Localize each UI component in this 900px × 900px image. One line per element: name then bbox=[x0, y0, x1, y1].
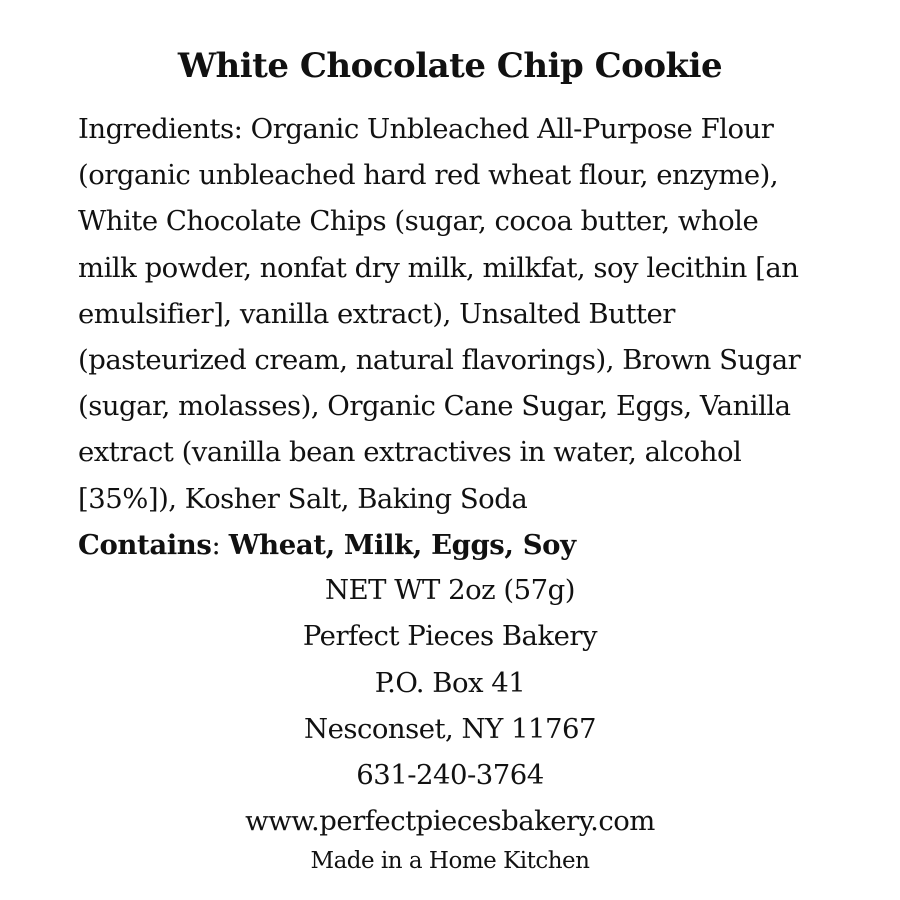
ingredients-line: White Chocolate Chips (sugar, cocoa butter, whole bbox=[78, 205, 759, 238]
ingredients-line: [35%]), Kosher Salt, Baking Soda bbox=[78, 482, 528, 515]
contains-separator: : bbox=[211, 529, 229, 561]
ingredients-line: (sugar, molasses), Organic Cane Sugar, Eggs, Vanilla bbox=[78, 390, 791, 423]
city-state-zip: Nesconset, NY 11767 bbox=[304, 713, 596, 745]
ingredients-list bbox=[78, 106, 818, 522]
product-title: White Chocolate Chip Cookie bbox=[177, 46, 723, 86]
ingredients-line: milk powder, nonfat dry milk, milkfat, soy lecithin [an bbox=[78, 251, 799, 284]
ingredients-line: extract (vanilla bean extractives in water, alcohol bbox=[78, 436, 742, 469]
allergen-list: Wheat, Milk, Eggs, Soy bbox=[228, 529, 576, 561]
allergen-statement bbox=[78, 522, 576, 568]
ingredients-line: (pasteurized cream, natural flavorings), Brown Sugar bbox=[78, 344, 801, 377]
po-box: P.O. Box 41 bbox=[374, 667, 526, 699]
ingredients-line: (organic unbleached hard red wheat flour, enzyme), bbox=[78, 159, 779, 192]
phone-number: 631-240-3764 bbox=[356, 759, 544, 791]
business-name: Perfect Pieces Bakery bbox=[302, 620, 598, 652]
ingredients-line: Ingredients: Organic Unbleached All-Purpose Flour bbox=[78, 113, 774, 145]
home-kitchen-notice: Made in a Home Kitchen bbox=[310, 848, 590, 874]
net-weight: NET WT 2oz (57g) bbox=[325, 574, 575, 606]
website-url: www.perfectpiecesbakery.com bbox=[245, 805, 655, 837]
contains-label: Contains bbox=[78, 529, 212, 561]
ingredients-line: emulsifier], vanilla extract), Unsalted Butter bbox=[78, 297, 675, 330]
